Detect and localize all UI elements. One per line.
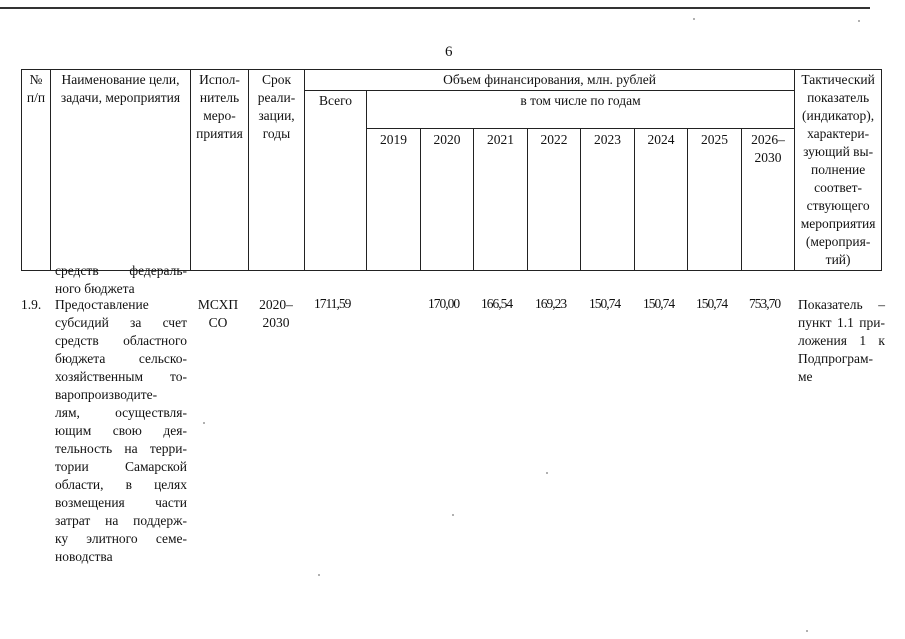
row-name-line: субсидий за счет [55, 315, 187, 330]
scan-speck [318, 574, 320, 576]
row-indicator-line: ложения 1 к [798, 333, 885, 348]
scan-speck [452, 514, 454, 516]
header-name: Наименование цели, задачи, мероприятия [51, 70, 191, 271]
row-term-line: 2020– [259, 297, 293, 312]
row-name-line: варопроизводите- [55, 387, 158, 402]
header-by-years: в том числе по годам [367, 91, 795, 129]
continuation-text [55, 262, 187, 298]
row-indicator-line: Подпрограм- [798, 351, 874, 366]
header-year: 2021 [474, 129, 528, 271]
row-indicator-line: ме [798, 369, 813, 384]
row-name-line: затрат на поддерж- [55, 513, 187, 528]
row-name-line: бюджета сельско- [55, 351, 187, 366]
header-year: 2025 [688, 129, 742, 271]
row-name-line: ющим свою дея- [55, 423, 187, 438]
row-value: 753,70 [749, 296, 781, 311]
row-executor-line: МСХП [197, 297, 239, 312]
header-funding: Объем финансирования, млн. рублей [305, 70, 795, 91]
row-term-line: 2030 [262, 315, 290, 330]
header-year: 2024 [635, 129, 688, 271]
scan-speck [806, 630, 808, 632]
row-value: 166,54 [481, 296, 513, 311]
row-name-line: ку элитного семе- [55, 531, 187, 546]
row-value: 150,74 [589, 296, 621, 311]
row-value: 170,00 [428, 296, 460, 311]
row-indicator [798, 296, 885, 386]
row-indicator-line: пункт 1.1 при- [798, 315, 885, 330]
scan-speck [858, 20, 860, 22]
header-indicator: Тактический показатель (индикатор), характери-зующий вы-полнение соответ-ствующего мероприятия (мероприя-тий) [795, 70, 882, 271]
header-year: 2019 [367, 129, 421, 271]
table-header [21, 69, 882, 271]
top-rule [0, 7, 870, 9]
scan-speck [546, 472, 548, 474]
row-value: 150,74 [643, 296, 675, 311]
row-name-line: лям, осуществля- [55, 405, 187, 420]
scan-speck [203, 422, 205, 424]
row-term [248, 296, 304, 332]
continuation-line: ного бюджета [55, 281, 135, 296]
row-value: 150,74 [696, 296, 728, 311]
header-term: Срок реали-зации, годы [249, 70, 305, 271]
header-num: № п/п [22, 70, 51, 271]
row-name-line: возмещения части [55, 495, 187, 510]
row-name-line: тельность на терри- [55, 441, 187, 456]
row-name-line: области, в целях [55, 477, 187, 492]
header-year: 2020 [421, 129, 474, 271]
header-total: Всего [305, 91, 367, 271]
row-number: 1.9. [21, 297, 42, 312]
header-executor: Испол-нитель меро-приятия [191, 70, 249, 271]
page-number: 6 [445, 44, 453, 60]
header-year: 2022 [528, 129, 581, 271]
header-year: 2023 [581, 129, 635, 271]
row-executor [190, 296, 246, 332]
row-name-line: новодства [55, 549, 113, 564]
continuation-line: средств федераль- [55, 263, 187, 278]
row-executor-line: СО [208, 315, 228, 330]
row-name-line: хозяйственным то- [55, 369, 187, 384]
header-year: 2026–2030 [742, 129, 795, 271]
row-name-line: Предоставление [55, 297, 149, 312]
row-name-line: тории Самарской [55, 459, 187, 474]
row-indicator-line: Показатель – [798, 297, 885, 312]
scan-speck [693, 18, 695, 20]
row-total: 1711,59 [314, 296, 351, 311]
row-value: 169,23 [535, 296, 567, 311]
row-name [55, 296, 187, 566]
row-name-line: средств областного [55, 333, 187, 348]
